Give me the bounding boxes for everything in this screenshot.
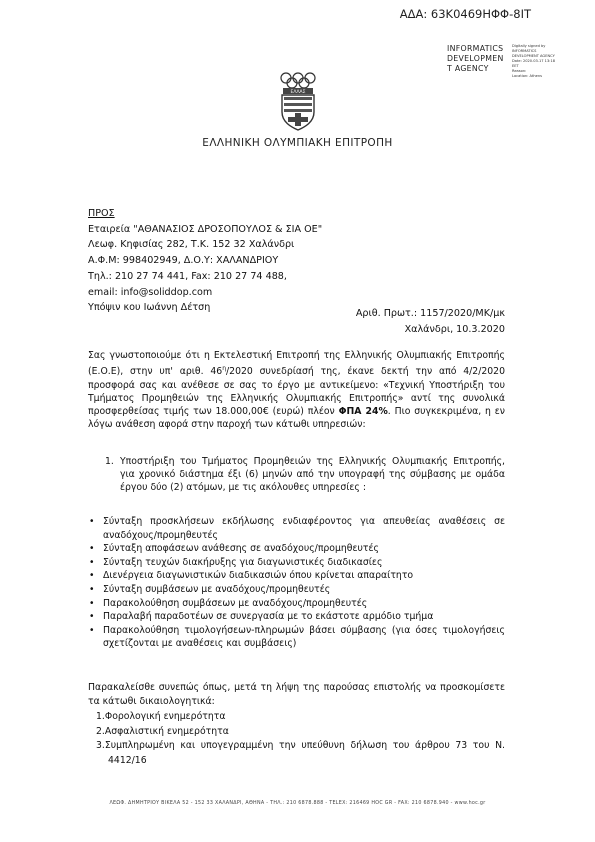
bullet-icon: • [89,556,95,568]
list-item [88,515,505,542]
list-item [88,597,505,611]
signer-name-line: INFORMATICS [447,44,504,53]
signature-detail-line: INFORMATICS [512,49,537,53]
body-paragraph [88,349,505,431]
list-item-text: Σύνταξη αποφάσεων ανάθεσης σε αναδόχους/προμηθευτές [103,543,379,555]
digital-signature-details [512,44,555,79]
organization-name: ΕΛΛΗΝΙΚΗ ΟΛΥΜΠΙΑΚΗ ΕΠΙΤΡΟΠΗ [202,137,393,149]
list-item [88,542,505,556]
list-item [88,583,505,597]
bullet-icon: • [89,611,95,623]
list-item-text: Σύνταξη προσκλήσεων εκδήλωσης ενδιαφέροντος για απευθείας αναθέσεις σε αναδόχους/προμηθευτές [103,516,505,541]
bullet-icon: • [89,516,95,527]
item-number: 1. [105,456,114,467]
signature-detail-line: Reason: [512,69,527,73]
list-item-text: Διενέργεια διαγωνιστικών διαδικασιών όπου κρίνεται απαραίτητο [103,570,414,582]
recipient-line: email: info@soliddop.com [88,286,213,298]
protocol-number: Αριθ. Πρωτ.: 1157/2020/ΜΚ/μκ [355,308,505,319]
request-paragraph: Παρακαλείσθε συνεπώς όπως, μετά τη λήψη της παρούσας επιστολής να προσκομίσετε τα κάτωθι δικαιολογητικά: [88,682,505,707]
recipient-line: Εταιρεία "ΑΘΑΝΑΣΙΟΣ ΔΡΟΣΟΠΟΥΛΟΣ & ΣΙΑ ΟΕ" [88,223,323,235]
signature-detail-line: EET [512,64,519,68]
paragraph-text: . Πιο συγκεκριμένα, η εν λόγω ανάθεση αφορά στην παροχή των κάτωθι υπηρεσιών: [88,405,505,431]
documents-list [88,710,505,768]
signature-detail-line: Digitally signed by [512,44,546,48]
to-label: ΠΡΟΣ [88,208,115,219]
hoc-emblem-logo [276,70,320,136]
ada-code: ΑΔΑ: 63Κ0469ΗΦΦ-8ΙΤ [399,7,531,21]
list-item [88,569,505,583]
bullet-icon: • [89,583,95,595]
services-list [88,515,505,651]
bullet-icon: • [89,570,95,582]
paragraph-text: /2020 συνεδρίασή της, έκανε δεκτή την από 4/2/2020 προσφορά σας και ανέθεσε σε σας το έργο με αντικείμενο: «Τεχνική Υποστήριξη του Τμήματος Προμηθειών της Ελληνικής Ολυμπιακής Επιτροπής» αντί της συνολικά προσφερθείσας τιμής των 18.000,00€ (ευρώ) πλέον [88,366,506,417]
recipient-block [88,206,322,316]
list-item [88,556,505,570]
service-item [105,455,505,495]
list-item-text: Παρακολούθηση συμβάσεων με αναδόχους/προμηθευτές [103,597,368,609]
list-item [88,624,505,651]
signature-detail-line: Date: 2020.03.17 13:18 [512,59,556,63]
recipient-line: Λεωφ. Κηφισίας 282, Τ.Κ. 152 32 Χαλάνδρι [88,239,295,251]
signer-name-line: T AGENCY [447,64,489,73]
bullet-icon: • [89,597,95,609]
footer-address: ΛΕΩΦ. ΔΗΜΗΤΡΙΟΥ ΒΙΚΕΛΑ 52 - 152 33 ΧΑΛΑΝΔΡΙ, ΑΘΗΝΑ - ΤΗΛ.: 210 6878.888 - TELEX: 216469 HOC GR - FAX: 210 6878.940 - www.hoc.gr [109,801,486,806]
signer-name-line: DEVELOPMEN [447,54,504,63]
vat-emphasis: ΦΠΑ 24% [338,405,388,417]
place-date: Χαλάνδρι, 10.3.2020 [404,323,505,335]
recipient-line: Α.Φ.Μ: 998402949, Δ.Ο.Υ: ΧΑΛΑΝΔΡΙΟΥ [88,255,279,267]
recipient-line: Τηλ.: 210 27 74 441, Fax: 210 27 74 488, [88,270,287,282]
document-item: 1.Φορολογική ενημερότητα [96,711,226,722]
document-item: 2.Ασφαλιστική ενημερότητα [96,725,229,737]
list-item [88,610,505,624]
superscript: η [222,365,227,373]
signature-detail-line: Location: Athens [512,74,542,78]
list-item-text: Σύνταξη συμβάσεων με αναδόχους/προμηθευτές [103,583,331,595]
item-text: Υποστήριξη του Τμήματος Προμηθειών της Ελληνικής Ολυμπιακής Επιτροπής, για χρονικό διάστημα έξι (6) μηνών από την υπογραφή της σύμβασης με ομάδα έργου δύο (2) ατόμων, με τις ακόλουθες υπηρεσίες : [120,456,505,494]
signature-detail-line: DEVELOPMENT AGENCY [512,54,555,58]
bullet-icon: • [89,624,95,636]
list-item-text: Σύνταξη τευχών διακήρυξης για διαγωνιστικές διαδικασίες [103,556,383,568]
recipient-line: Υπόψιν κου Ιωάννη Δέτση [88,302,211,314]
emblem-text: ΕΛΛΑΣ [290,90,306,95]
document-item: 3.Συμπληρωμένη και υπογεγραμμένη την υπεύθυνη δήλωση του άρθρου 73 του Ν. 4412/16 [96,740,505,766]
bullet-icon: • [89,543,95,555]
list-item-text: Παρακολούθηση τιμολογήσεων-πληρωμών βάσει σύμβασης (για όσες τιμολογήσεις σχετίζονται με αναθέσεις και συμβάσεις) [103,624,505,650]
reference-block [356,306,505,337]
signer-name [447,44,504,74]
list-item-text: Παραλαβή παραδοτέων σε συνεργασία με το εκάστοτε αρμόδιο τμήμα [103,611,434,623]
paragraph-text: Σας γνωστοποιούμε ότι η Εκτελεστική Επιτροπή της Ελληνικής Ολυμπιακής Επιτροπής (Ε.Ο.Ε), στην υπ' αριθ. 46 [88,350,505,378]
